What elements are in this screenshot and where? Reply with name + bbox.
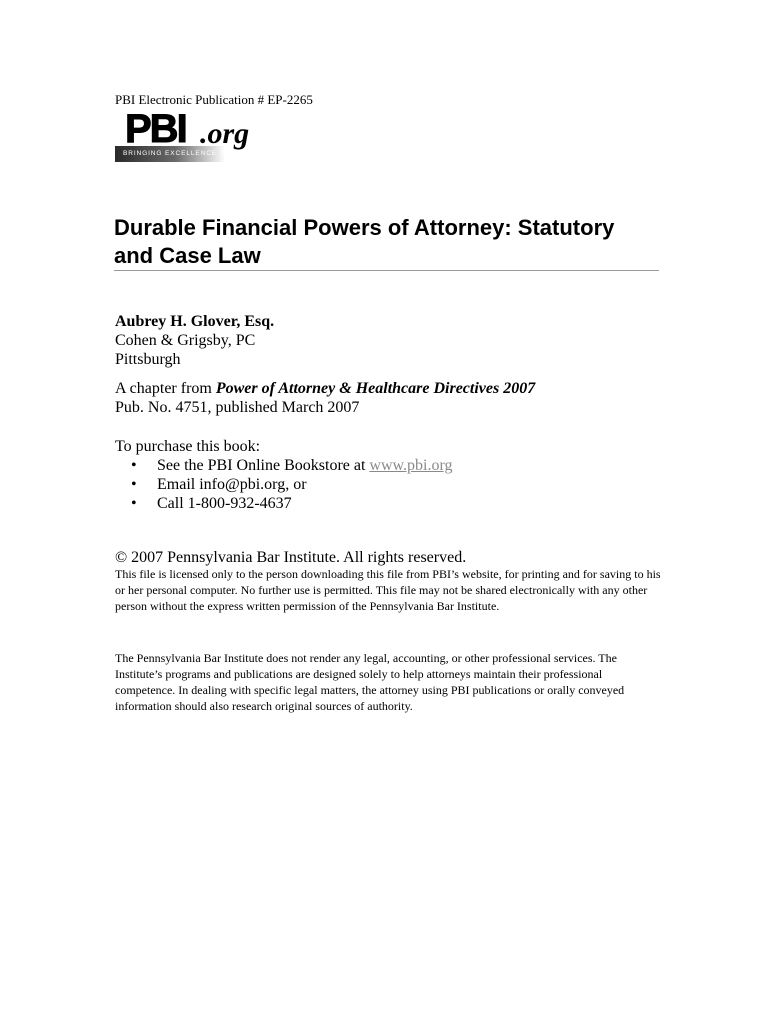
chapter-source [115,379,535,398]
logo-tagline: BRINGING EXCELLENCE TO CLE [123,150,249,157]
document-title-line-2: and Case Law [114,243,261,268]
purchase-heading: To purchase this book: [115,438,261,455]
author-block [115,312,274,369]
disclaimer-paragraph: The Pennsylvania Bar Institute does not render any legal, accounting, or other professional services. The Institute’s programs and publications are designed solely to help attorneys maintain their professional competence. In dealing with specific legal matters, the attorney using PBI publications or orally conveyed information should also research original sources of authority. [115,651,625,713]
document-title-line-1: Durable Financial Powers of Attorney: Statutory [114,215,615,240]
bullet-icon: • [131,457,137,474]
chapter-prefix: A chapter from [115,380,216,397]
author-name: Aubrey H. Glover, Esq. [115,313,275,330]
bullet-icon: • [131,476,137,493]
logo-suffix-text: .org [200,117,250,150]
purchase-option-text: Email info@pbi.org, or [157,476,307,493]
publication-info: Pub. No. 4751, published March 2007 [115,399,360,416]
author-firm: Cohen & Grigsby, PC [115,332,256,349]
purchase-option-phone [131,494,453,513]
pbi-logo [115,108,265,164]
publication-number: PBI Electronic Publication # EP-2265 [115,92,313,107]
document-title [114,214,659,270]
chapter-block [115,379,535,417]
purchase-option-email [131,475,453,494]
title-divider [114,270,659,271]
logo-main-text: PBI [125,107,186,151]
license-paragraph: This file is licensed only to the person downloading this file from PBI’s website, for printing and for saving to his or her personal computer. No further use is permitted. This file may not be shared electronically with any other person without the express written permission of the Pennsylvania Bar Institute. [115,567,661,613]
bullet-icon: • [131,495,137,512]
book-title: Power of Attorney & Healthcare Directives 2007 [215,380,536,397]
copyright-notice: © 2007 Pennsylvania Bar Institute. All rights reserved. [115,549,467,566]
purchase-options-list [115,456,453,513]
purchase-option-text: See the PBI Online Bookstore at [157,457,370,474]
author-city: Pittsburgh [115,351,181,368]
purchase-block [115,437,453,513]
purchase-option-bookstore [131,456,453,475]
purchase-option-text: Call 1-800-932-4637 [157,495,292,512]
bookstore-link[interactable]: www.pbi.org [369,457,453,474]
